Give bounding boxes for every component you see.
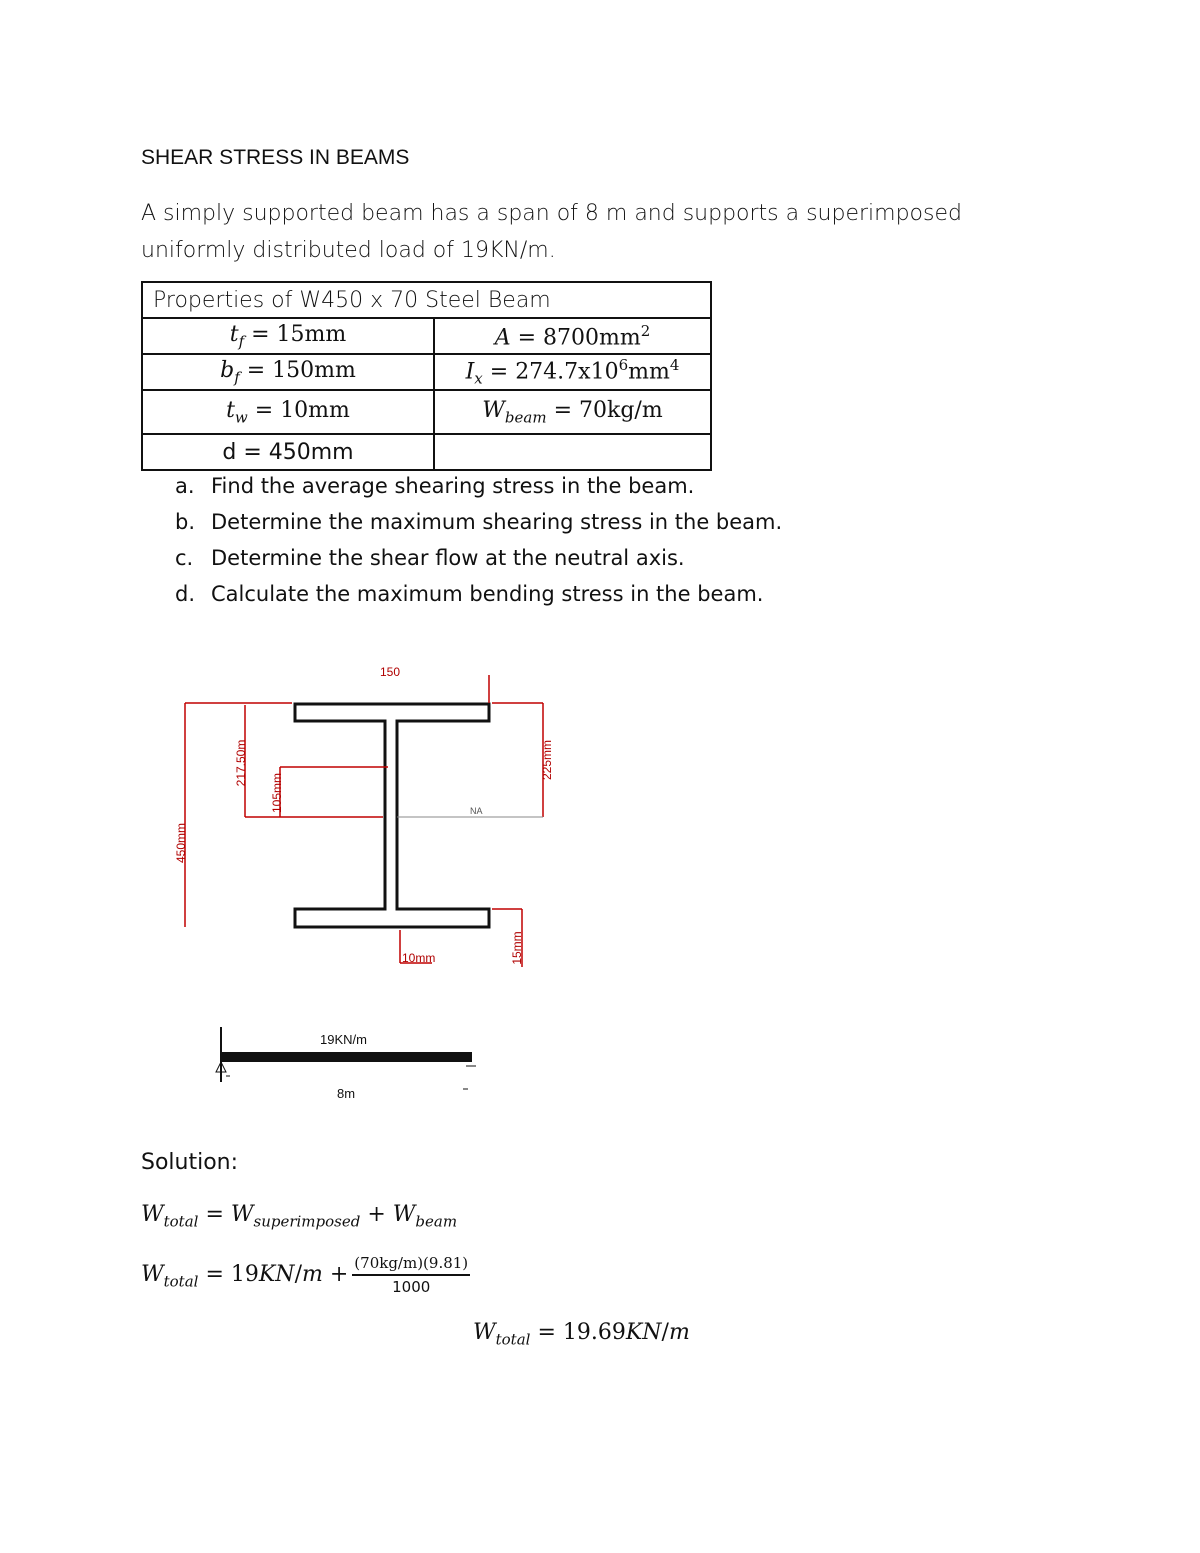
cell-area: $A = 8700mm^2$: [434, 318, 711, 354]
neutral-axis-label: NA: [470, 806, 483, 816]
dim-105: 105mm: [270, 772, 284, 814]
dim-total-depth: 450mm: [174, 822, 188, 864]
i-beam-section: [295, 704, 489, 927]
solution-label: Solution:: [141, 1150, 239, 1175]
problem-statement: A simply supported beam has a span of 8 m and supports a superimposed uniformly distributed load of 19KN/m.: [141, 201, 962, 263]
fraction: $\frac{(70kg/m)(9.81)}{1000}$: [354, 1254, 469, 1296]
dim-half-depth: 225mm: [540, 739, 554, 781]
dim-flange-width: 150: [380, 665, 401, 679]
list-item: b. Determine the maximum shearing stress in the beam.: [175, 510, 783, 534]
cell-wbeam: $W_{beam} = 70kg/m$: [434, 390, 711, 434]
dim-217: 217.50m: [234, 739, 248, 787]
list-item: d. Calculate the maximum bending stress in the beam.: [175, 582, 764, 606]
equation-result: $W_{total} = 19.69KN/m$: [473, 1320, 690, 1349]
cell-tw: $t_w = 10mm$: [142, 390, 434, 434]
span-label: 8m: [337, 1086, 356, 1101]
dim-web: 10mm: [402, 951, 436, 965]
list-item: c. Determine the shear flow at the neutral axis.: [175, 546, 685, 570]
list-item: a. Find the average shearing stress in the beam.: [175, 474, 695, 498]
cell-ix: $I_x = 274.7x10^6mm^4$: [434, 354, 711, 390]
cell-tf: $t_f = 15mm$: [142, 318, 434, 354]
equation-total-load: $W_{total} = W_{superimposed} + W_{beam}$: [141, 1202, 458, 1231]
equation-substitution: $W_{total} = 19KN/m$ + $\frac{(70kg/m)(9.81)}{1000}$: [141, 1254, 469, 1296]
load-label: 19KN/m: [320, 1032, 367, 1047]
cell-depth: d = 450mm: [142, 434, 434, 470]
cell-bf: $b_f = 150mm$: [142, 354, 434, 390]
page-title: SHEAR STRESS IN BEAMS: [141, 146, 410, 169]
dim-flange: 15mm: [510, 931, 524, 965]
table-header: Properties of W450 x 70 Steel Beam: [142, 282, 711, 318]
